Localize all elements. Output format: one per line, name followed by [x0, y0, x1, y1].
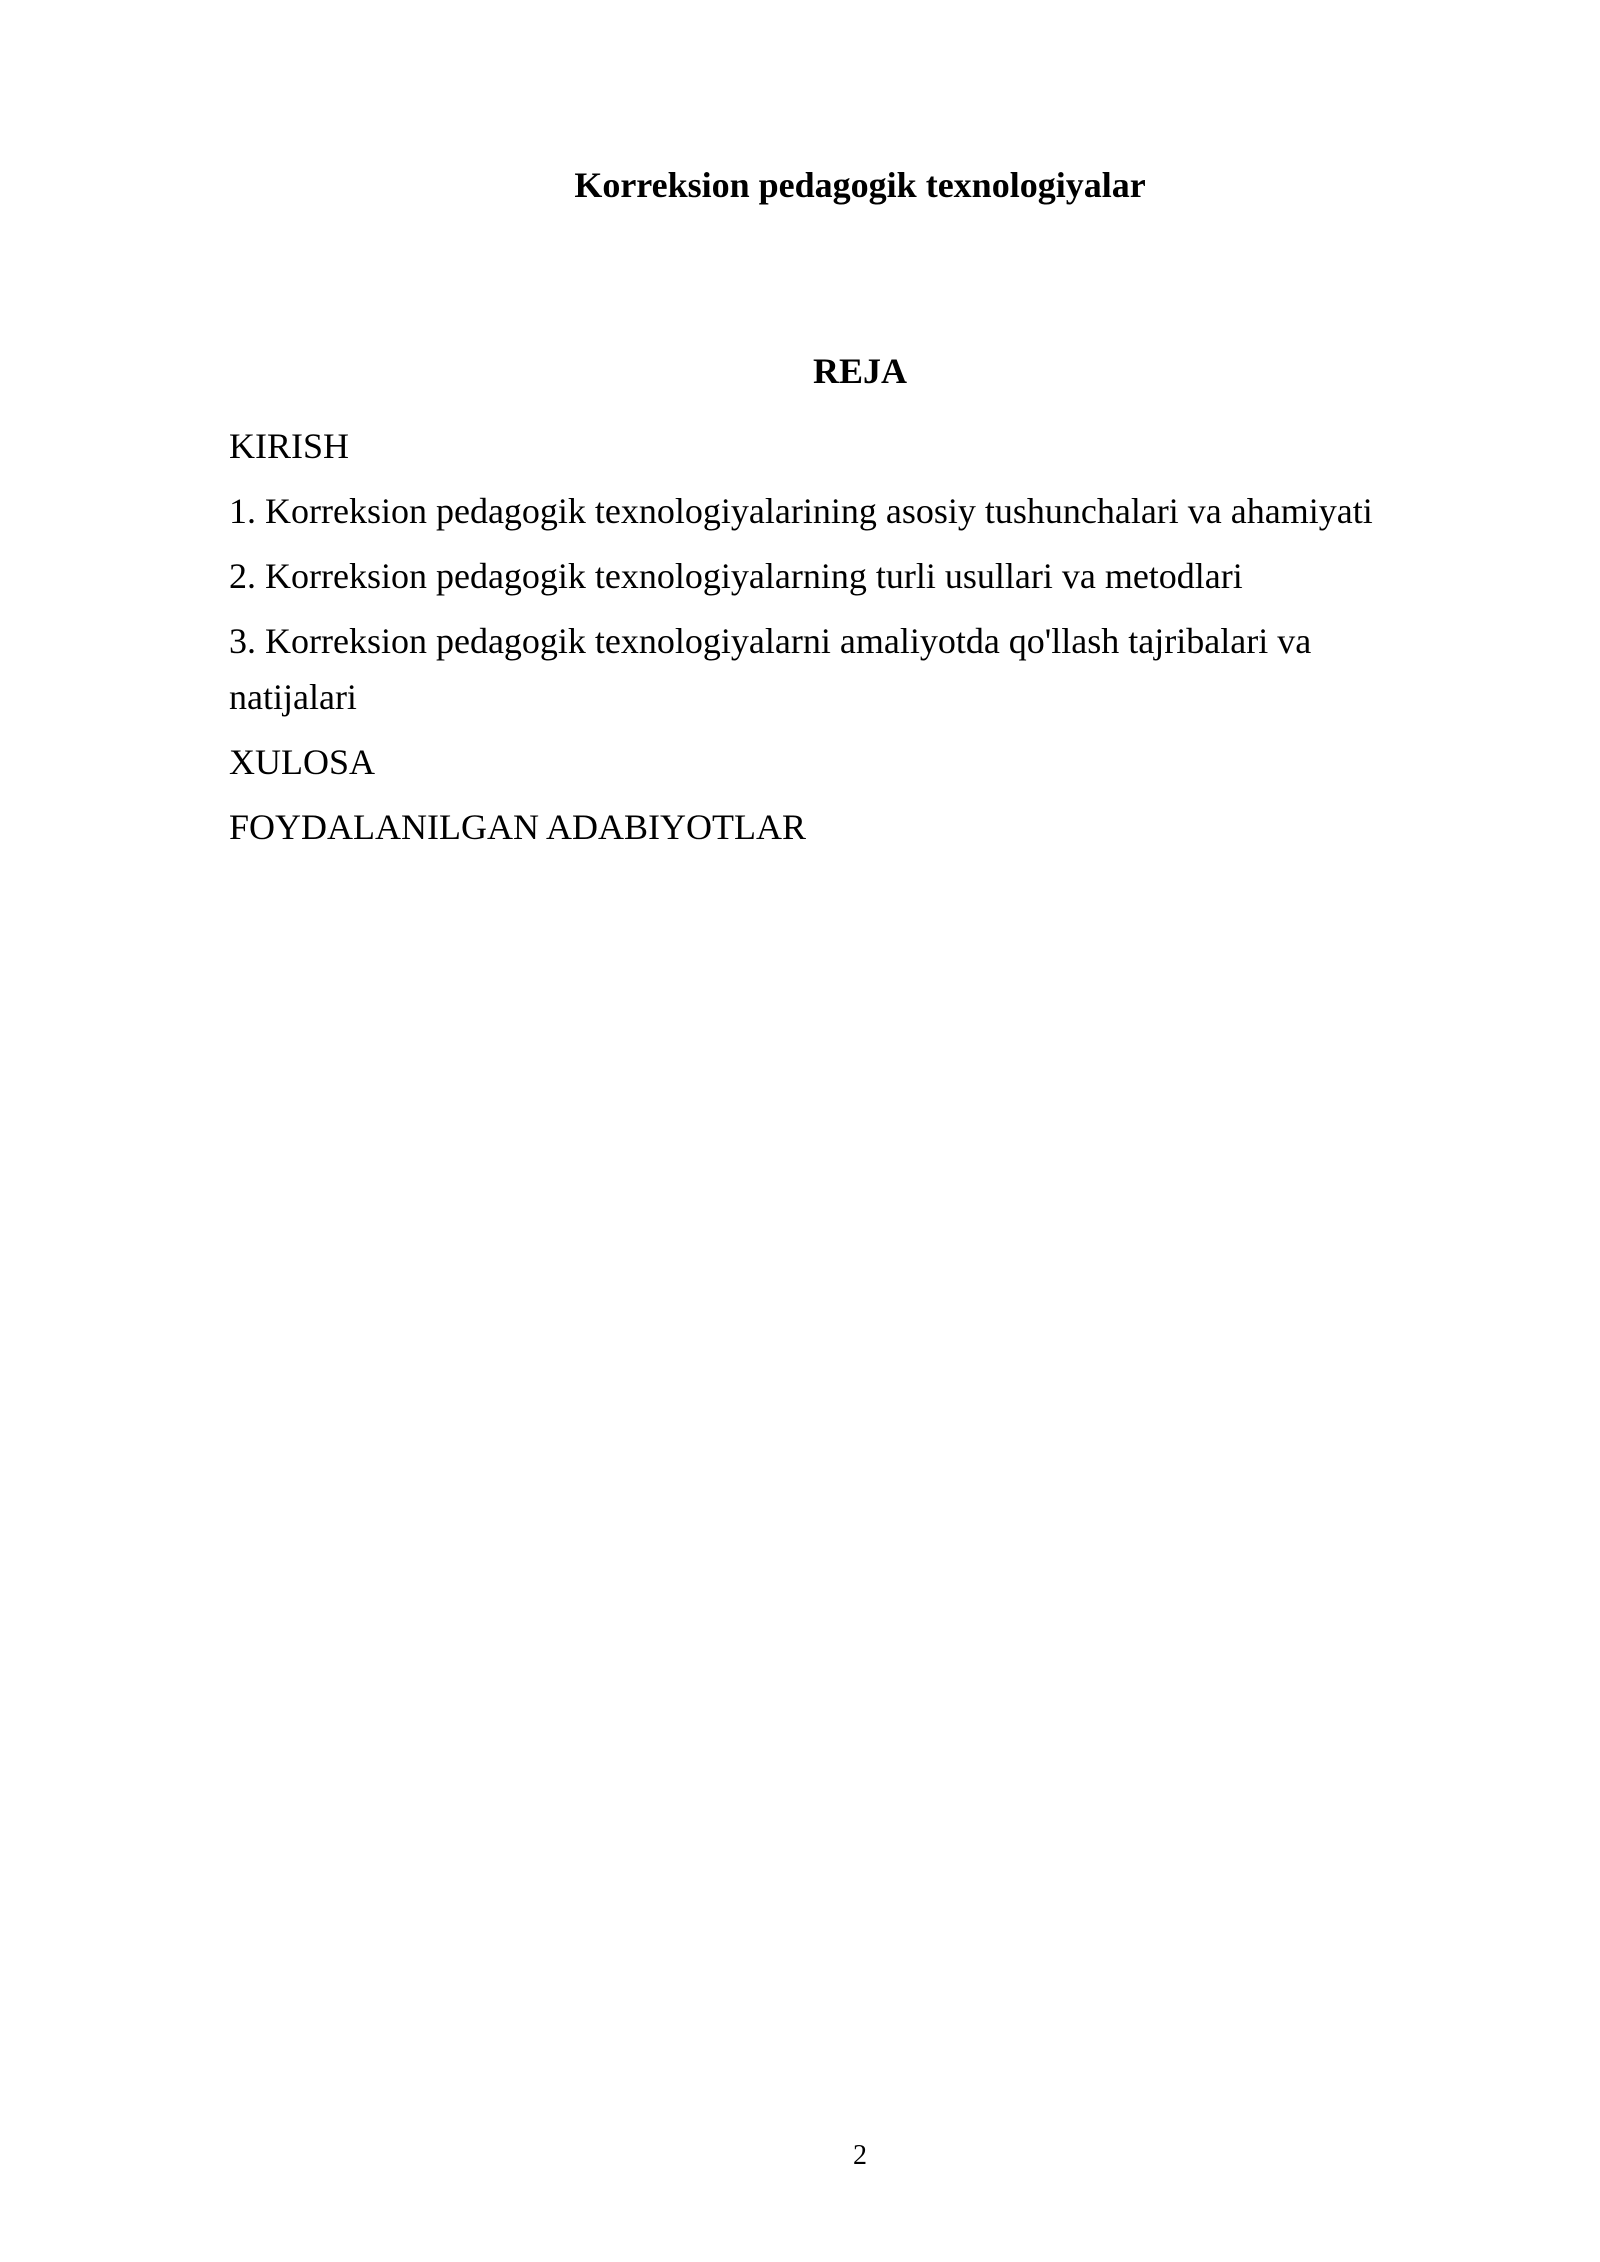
page-number: 2	[853, 2140, 867, 2171]
plan-item-3: 3. Korreksion pedagogik texnologiyalarni amaliyotda qo'llash tajribalari va natijalari	[229, 621, 1312, 717]
plan-item-2: 2. Korreksion pedagogik texnologiyalarning turli usullari va metodlari	[229, 556, 1243, 596]
document-title: Korreksion pedagogik texnologiyalar	[574, 165, 1146, 205]
plan-list	[229, 418, 1429, 864]
plan-item-intro: KIRISH	[229, 426, 350, 466]
plan-heading: REJA	[812, 351, 907, 391]
plan-item-conclusion: XULOSA	[229, 742, 376, 782]
plan-item-1: 1. Korreksion pedagogik texnologiyalarining asosiy tushunchalari va ahamiyati	[229, 491, 1373, 531]
plan-item-references: FOYDALANILGAN ADABIYOTLAR	[229, 807, 806, 847]
